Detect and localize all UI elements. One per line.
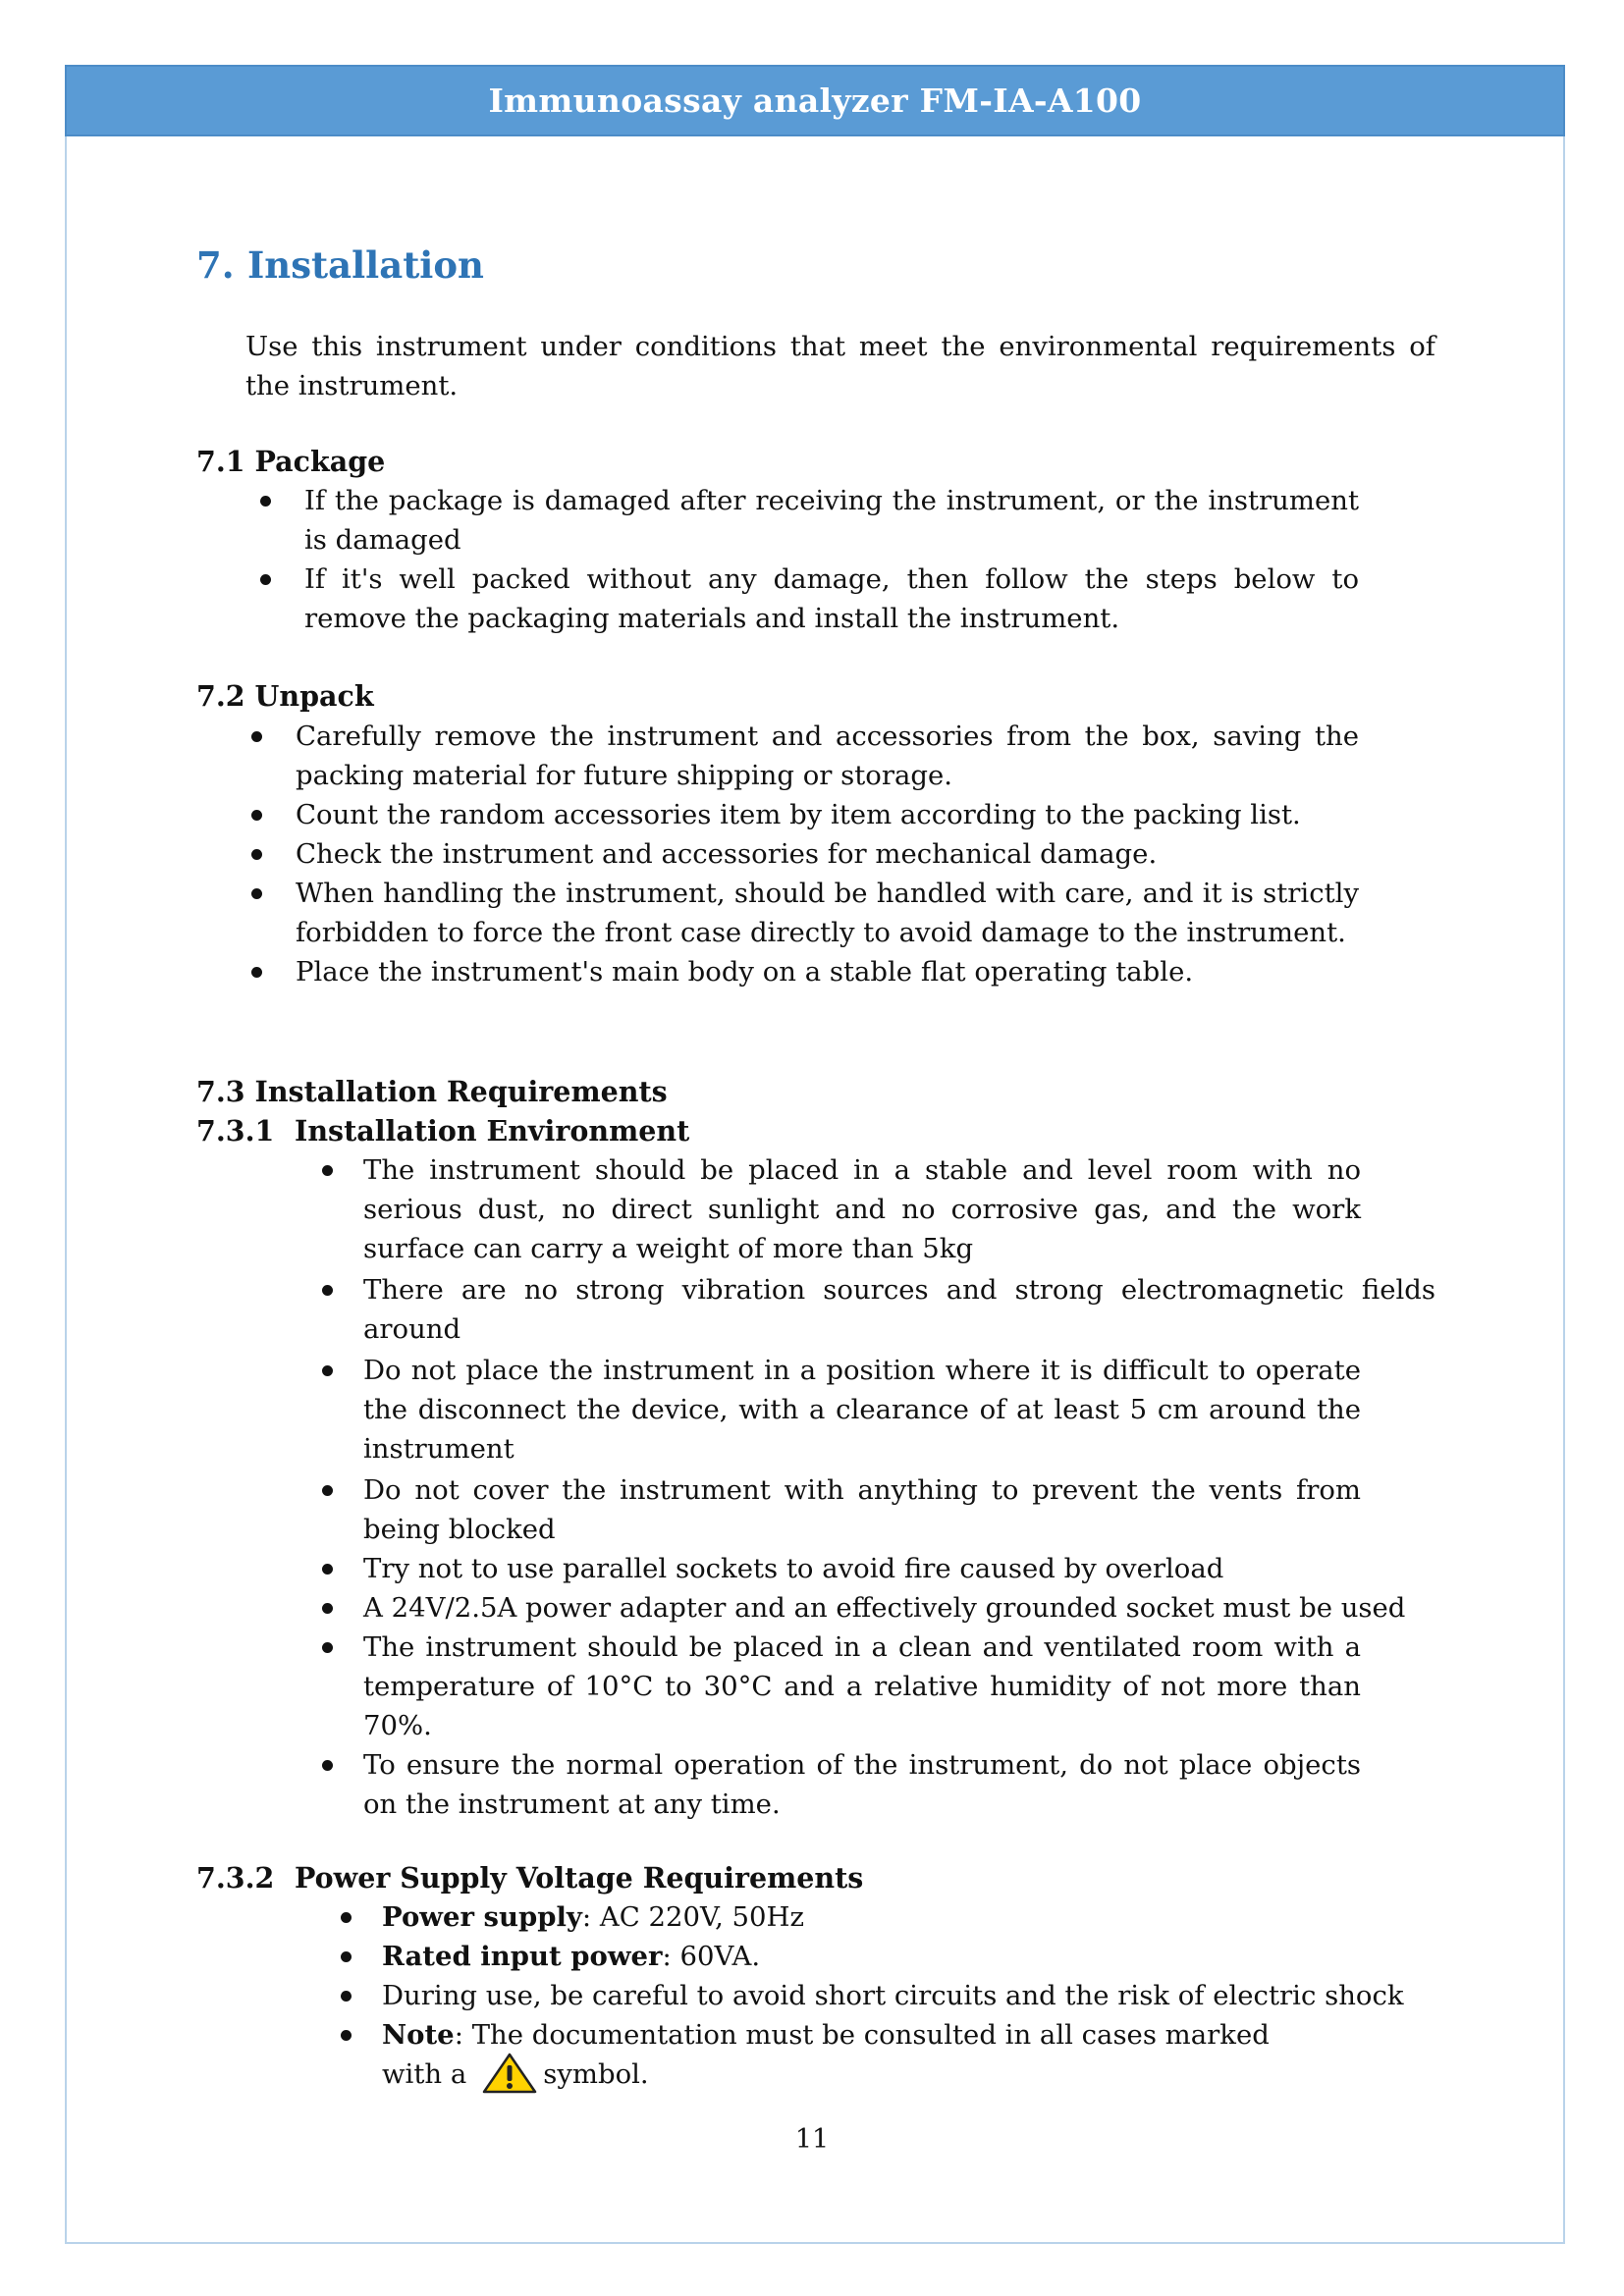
list-item: Note: The documentation must be consulted in all cases marked: [382, 2015, 1305, 2055]
bullet-icon: [322, 1564, 333, 1575]
power-list: [382, 1897, 1423, 2095]
subsection-number: 7.3.1: [196, 1114, 275, 1148]
list-item: Place the instrument's main body on a stable flat operating table.: [296, 952, 1359, 991]
subsection-title: Power Supply Voltage Requirements: [295, 1861, 864, 1895]
environment-list: [363, 1150, 1435, 1824]
list-item: The instrument should be placed in a stable and level room with no serious dust, no direct sunlight and no corrosive gas, and the work surface can carry a weight of more than 5kg: [363, 1150, 1361, 1268]
list-item: with a symbol.: [382, 2055, 1423, 2095]
chapter-number: 7.: [196, 243, 235, 287]
chapter-heading: [196, 243, 484, 287]
bullet-icon: [322, 1485, 333, 1496]
list-item: When handling the instrument, should be handled with care, and it is strictly forbidden to force the front case directly to avoid damage to the instrument.: [296, 874, 1359, 952]
bullet-icon: [251, 810, 262, 821]
list-item: A 24V/2.5A power adapter and an effectively grounded socket must be used: [363, 1588, 1424, 1628]
list-item: Try not to use parallel sockets to avoid fire caused by overload: [363, 1549, 1361, 1588]
list-item: Do not place the instrument in a position where it is difficult to operate the disconnect the device, with a clearance of at least 5 cm around the instrument: [363, 1351, 1361, 1468]
list-item: The instrument should be placed in a clean and ventilated room with a temperature of 10°C to 30°C and a relative humidity of not more than 70%.: [363, 1628, 1361, 1745]
bullet-icon: [260, 574, 271, 585]
list-item: There are no strong vibration sources and strong electromagnetic fields around: [363, 1270, 1435, 1349]
bullet-icon: [322, 1365, 333, 1376]
bullet-icon: [251, 967, 262, 978]
list-item: If the package is damaged after receiving the instrument, or the instrument is damaged: [304, 481, 1359, 560]
bullet-icon: [322, 1285, 333, 1296]
list-item: Do not cover the instrument with anything to prevent the vents from being blocked: [363, 1470, 1361, 1549]
section-heading-requirements: 7.3 Installation Requirements: [196, 1075, 668, 1108]
subsection-number: 7.3.2: [196, 1861, 275, 1895]
list-item: During use, be careful to avoid short circuits and the risk of electric shock: [382, 1976, 1423, 2015]
subsection-heading-power: [196, 1858, 863, 1897]
unpack-list: [296, 717, 1359, 991]
chapter-title: Installation: [247, 243, 484, 287]
bullet-icon: [260, 496, 271, 507]
list-item: If it's well packed without any damage, then follow the steps below to remove the packaging materials and install the instrument.: [304, 560, 1359, 638]
chapter-intro: Use this instrument under conditions that meet the environmental requirements of the instrument.: [245, 331, 1435, 401]
package-list: [304, 481, 1359, 638]
list-item: Rated input power: 60VA.: [382, 1937, 1423, 1976]
bullet-icon: [341, 1991, 352, 2002]
subsection-heading-environment: [196, 1111, 689, 1150]
bullet-icon: [341, 1951, 352, 1962]
bullet-icon: [251, 888, 262, 899]
warning-triangle-icon: [482, 2052, 537, 2095]
section-heading-unpack: 7.2 Unpack: [196, 679, 374, 713]
page-number: 11: [794, 2124, 830, 2155]
bullet-icon: [251, 731, 262, 742]
bullet-icon: [251, 849, 262, 860]
list-item: Carefully remove the instrument and accessories from the box, saving the packing material for future shipping or storage.: [296, 717, 1359, 795]
list-item: Count the random accessories item by item according to the packing list.: [296, 795, 1359, 834]
bullet-icon: [341, 2030, 352, 2041]
document-title: Immunoassay analyzer FM-IA-A100: [488, 81, 1142, 120]
bullet-icon: [322, 1603, 333, 1614]
bullet-icon: [341, 1912, 352, 1923]
bullet-icon: [322, 1760, 333, 1771]
bullet-icon: [322, 1642, 333, 1653]
list-item: Power supply: AC 220V, 50Hz: [382, 1897, 1423, 1937]
header-band: [65, 65, 1565, 136]
list-item: To ensure the normal operation of the instrument, do not place objects on the instrument at any time.: [363, 1745, 1361, 1824]
section-heading-package: 7.1 Package: [196, 445, 386, 478]
list-item: Check the instrument and accessories for mechanical damage.: [296, 834, 1359, 874]
bullet-icon: [322, 1165, 333, 1176]
subsection-title: Installation Environment: [295, 1114, 690, 1148]
